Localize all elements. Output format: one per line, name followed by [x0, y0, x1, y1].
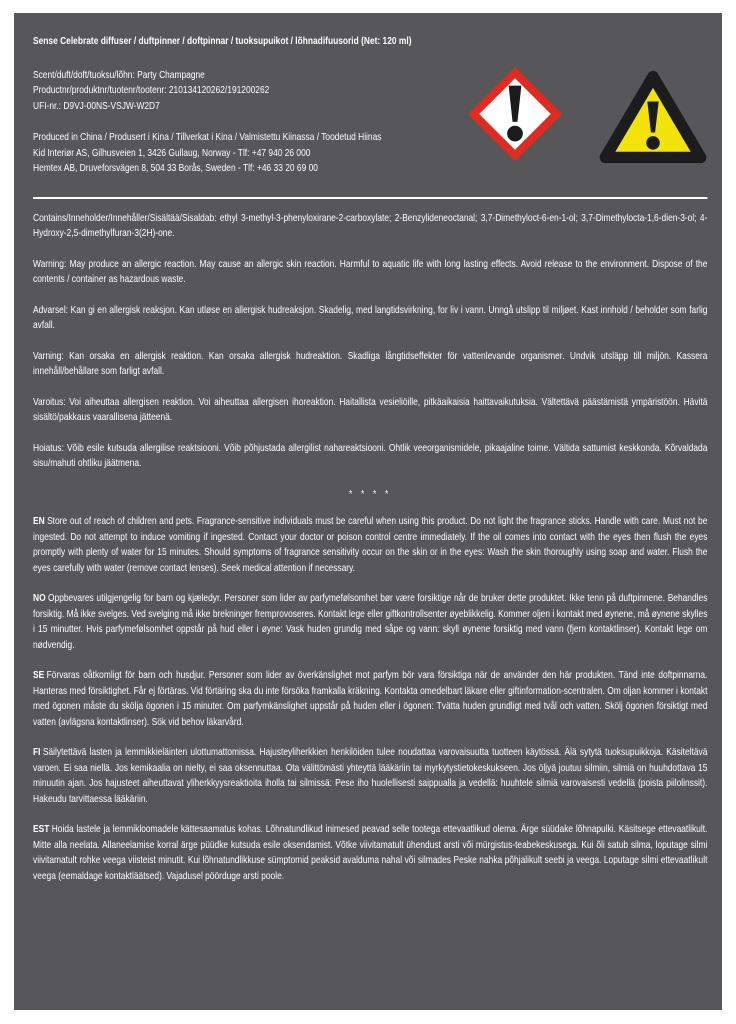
hazard-warning-fi: Varoitus: Voi aiheuttaa allergisen reaktion. Voi aiheuttaa allergisen ihoreaktion. Haitallista vesieliöille, pitkäaikaisia haittavaikutuksia. Vältettävä päästämistä ympäristöön. Hävitä sisältö/pakkaus vaarallisena jätteenä.: [33, 395, 708, 423]
lang-tag-se: SE: [33, 669, 45, 681]
address-line-2: Hemtex AB, Druveforsvägen 8, 504 33 Borås, Sweden - Tlf: +46 33 20 69 00: [33, 162, 318, 174]
contains-statement: Contains/Inneholder/Innehåller/Sisältää/Sisaldab: ethyl 3-methyl-3-phenyloxirane-2-carboxylate; 2-Benzylideneoctanal; 3,7-Dimethyloct-6-en-1-ol; 3,7-Dimethylocta-1,6-dien-3-ol; 4-Hydroxy-2,5-dimethylfuran-3(2H)-one.: [33, 211, 708, 239]
instructions-se-text: Förvaras oåtkomligt för barn och husdjur. Personer som lider av överkänslighet mot parfym bör vara försiktiga när de använder den här produkten. Tänd inte doftpinnarna. Hanteras med försiktighet. Får ej förtäras. Vid förtäring ska du inte försöka framkalla kräkning. Kontakta omedelbart läkare eller giftinformation-scentralen. Om oljan kommer i kontakt med ögonen måste du skölja ögonen i 15 minuter. Om parfymkänslighet uppstår på huden eller i ögonen: Tvätta huden grundligt med tvål och vatten. Skölj ögonen försiktigt med vatten (avlägsna kontaktlinser). Sök vid behov läkarvård.: [33, 669, 708, 728]
label-header: [33, 34, 707, 177]
section-divider: [33, 197, 707, 199]
lang-tag-fi: FI: [33, 746, 41, 758]
product-label: [14, 13, 722, 1010]
instructions-fi: [33, 745, 707, 807]
address-line-1: Kid Interiør AS, Gilhusveien 1, 3426 Gullaug, Norway - Tlf: +47 940 26 000: [33, 146, 311, 159]
product-number-line: Productnr/produktnr/tuotenr/tootenr: 210134120262/191200262: [33, 84, 270, 96]
instructions-est: [33, 822, 707, 884]
produced-line: Produced in China / Produsert i Kina / Tillverkat i Kina / Valmistettu Kiinassa / Toodetud Hiinas: [33, 131, 382, 143]
instructions-en-text: Store out of reach of children and pets. Fragrance-sensitive individuals must be careful when using this product. Do not light the fragrance sticks. Handle with care. Must not be ingested. Do not attempt to induce vomiting if ingested. Contact your doctor or poison control centre immediately. If the oil comes into contact with the eyes then flush the eyes promptly with plenty of water for 15 minutes. Should symptoms of fragrance sensitivity occur on the skin or in the eyes: Wash the skin thoroughly using soap and water. Flush the eyes carefully with water (remove contact lenses). Seek medical attention if necessary.: [33, 515, 708, 574]
instructions-est-text: Hoida lastele ja lemmikloomadele kättesaamatus kohas. Lõhnatundlikud inimesed peavad selle tootega ettevaatlikud olema. Ärge süüdake lõhnapulki. Käsitsege ettevaatlikult. Mitte alla neelata. Allaneelamise korral ärge püüdke kutsuda esile oksendamist. Võtke viivitamatult ühendust arsti või mürgistus-teabekeskusega. Kui õli satub silma, loputage silmi viivitamatult rohke veega viisteist minutit. Kui lõhnatundlikkuse sümptomid peaksid avalduma nahal või silmades Peske nahka põhjalikult seebi ja veega. Loputage silmi ettevaatlikult veega (eemaldage kontaktläätsed). Vajadusel pöörduge arsti poole.: [33, 823, 708, 882]
label-content: [33, 34, 707, 899]
instructions-no: [33, 591, 707, 653]
lang-tag-en: EN: [33, 515, 45, 527]
hazard-warning-se: Varning: Kan orsaka en allergisk reaktion. Kan orsaka allergisk hudreaktion. Skadliga långtidseffekter för vattenlevande organismer. Undvik utsläpp till miljön. Kassera innehåll/behållare som farligt avfall.: [33, 349, 708, 377]
instructions-fi-text: Säilytettävä lasten ja lemmikkieläinten ulottumattomissa. Hajusteyliherkkien henkilöiden tulee noudattaa varovaisuutta tuotteen käytössä. Älä sytytä tuoksupuikkoja. Käsiteltävä varoen. Ei saa niellä. Jos kemikaalia on nielty, ei saa oksennuttaa. Ota välittömästi yhteyttä lääkäriin tai myrkytystietokeskukseen. Jos öljyä joutuu silmiin, silmiä on huuhdottava 15 minuutin ajan. Jos hajusteet aiheuttavat yliherkkyysreaktioita iholla tai silmissä: Pese iho huolellisesti saippualla ja vedellä: huuhtele silmiä varovaisesti vedellä (poista piilolinssit). Hakeudu tarvittaessa lääkäriin.: [33, 746, 708, 805]
instructions-se: [33, 668, 707, 730]
instructions-en: [33, 514, 707, 576]
lang-tag-no: NO: [33, 592, 46, 604]
instructions-no-text: Oppbevares utilgjengelig for barn og kjæledyr. Personer som lider av parfymefølsomhet bør være forsiktige når de bruker dette produktet. Ikke tenn på duftpinnene. Behandles forsiktig. Må ikke svelges. Ved svelging må ikke brekninger fremprovoseres. Kontakt lege eller giftkontrollsenter øyeblikkelig. Kommer oljen i kontakt med øynene, må øynene skylles i 15 minutter. Hvis parfymefølsomhet oppstår på hud eller i øyne: Vask huden grundig med såpe og vann: skyll øynene forsiktig med vann (fjern kontaktlinser). Kontakt lege om nødvendig.: [33, 592, 708, 651]
product-title: Sense Celebrate diffuser / duftpinner / doftpinnar / tuoksupuikot / lõhnadifuusorid (Net: 120 ml): [33, 35, 412, 47]
hazard-warning-est: Hoiatus: Võib esile kutsuda allergilise reaktsiooni. Võib põhjustada allergilist nahareaktsiooni. Ohtlik veeorganismidele, pikaajaline toime. Vältida sattumist keskkonda. Kõrvaldada sisu/mahuti ohtliku jäätmena.: [33, 441, 708, 469]
hazard-warning-en: Warning: May produce an allergic reaction. May cause an allergic skin reaction. Harmful to aquatic life with long lasting effects. Avoid release to the environment. Dispose of the contents / container as hazardous waste.: [33, 257, 708, 285]
scent-line: Scent/duft/doft/tuoksu/lõhn: Party Champagne: [33, 68, 205, 81]
lang-tag-est: EST: [33, 823, 50, 835]
ufi-line: UFI-nr.: D9VJ-00NS-VSJW-W2D7: [33, 99, 160, 112]
asterisk-separator: * * * *: [348, 487, 392, 500]
hazard-warning-no: Advarsel: Kan gi en allergisk reaksjon. Kan utløse en allergisk hudreaksjon. Skadelig, med langtidsvirkning, for liv i vann. Unngå utslipp til miljøet. Kast innhold / beholder som farlig avfall.: [33, 303, 708, 331]
